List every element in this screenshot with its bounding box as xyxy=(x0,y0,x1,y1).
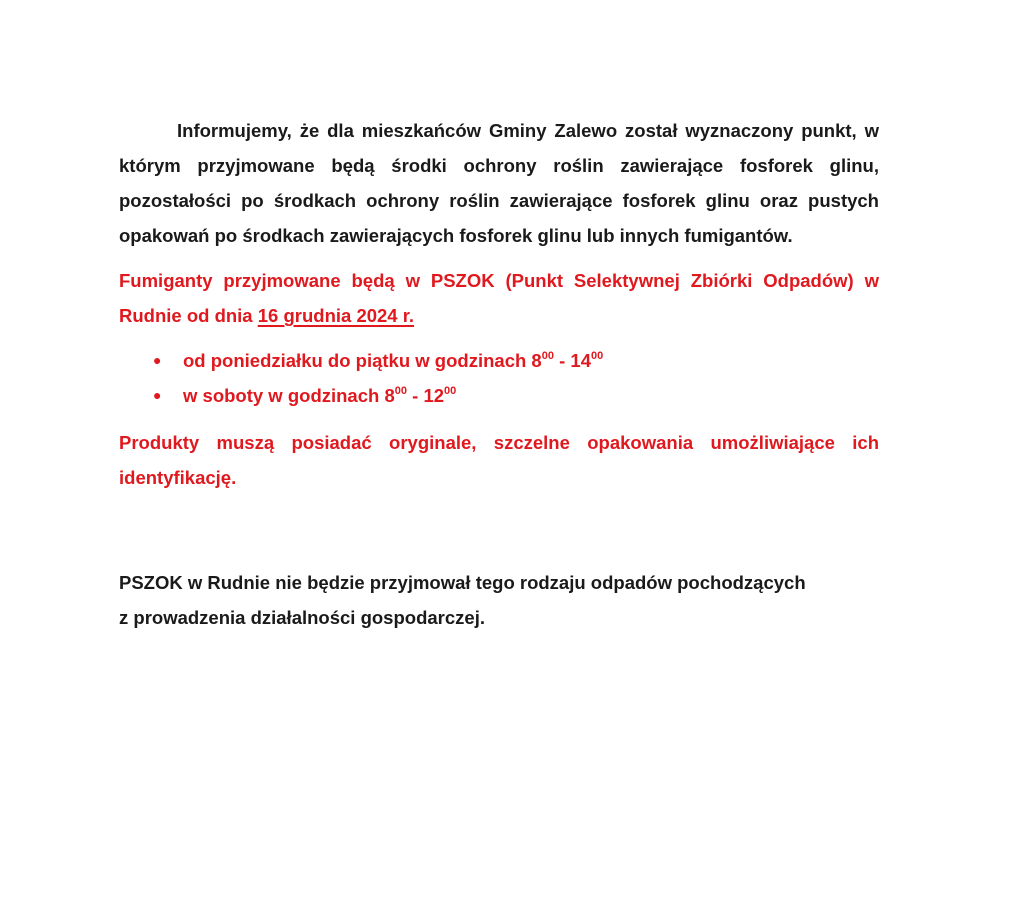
exclusion-line-2: z prowadzenia działalności gospodarczej. xyxy=(119,607,485,628)
start-date: 16 grudnia 2024 r. xyxy=(257,305,415,326)
hours-label: w soboty w godzinach 8 xyxy=(183,385,395,406)
opening-hours-list xyxy=(119,343,879,413)
hours-sep: - 12 xyxy=(407,385,445,406)
hours-label: od poniedziałku do piątku w godzinach 8 xyxy=(183,350,542,371)
packaging-requirement-paragraph: Produkty muszą posiadać oryginale, szczelne opakowania umożliwiające ich identyfikację. xyxy=(119,432,879,488)
bullet-icon: ● xyxy=(153,352,162,368)
hours-end-sup: 00 xyxy=(591,350,604,362)
hours-end-sup: 00 xyxy=(444,385,457,397)
hours-start-sup: 00 xyxy=(394,385,407,397)
hours-start-sup: 00 xyxy=(541,350,554,362)
collection-info-text: Fumiganty przyjmowane będą w PSZOK (Punkt Selektywnej Zbiórki Odpadów) w Rudnie od dnia xyxy=(119,270,879,326)
collection-info-paragraph xyxy=(119,263,879,333)
bullet-icon: ● xyxy=(153,387,162,403)
exclusion-paragraph xyxy=(119,565,879,635)
list-item-weekdays xyxy=(119,343,879,378)
hours-sep: - 14 xyxy=(553,350,591,371)
exclusion-line-1: PSZOK w Rudnie nie będzie przyjmował tego rodzaju odpadów pochodzących xyxy=(119,572,806,593)
list-item-saturdays xyxy=(119,378,879,413)
intro-paragraph: Informujemy, że dla mieszkańców Gminy Zalewo został wyznaczony punkt, w którym przyjmowane będą środki ochrony roślin zawierające fosforek glinu, pozostałości po środkach ochrony roślin zawierające fosforek glinu oraz pustych opakowań po środkach zawierających fosforek glinu lub innych fumigantów. xyxy=(119,120,879,246)
document-page xyxy=(119,113,879,635)
